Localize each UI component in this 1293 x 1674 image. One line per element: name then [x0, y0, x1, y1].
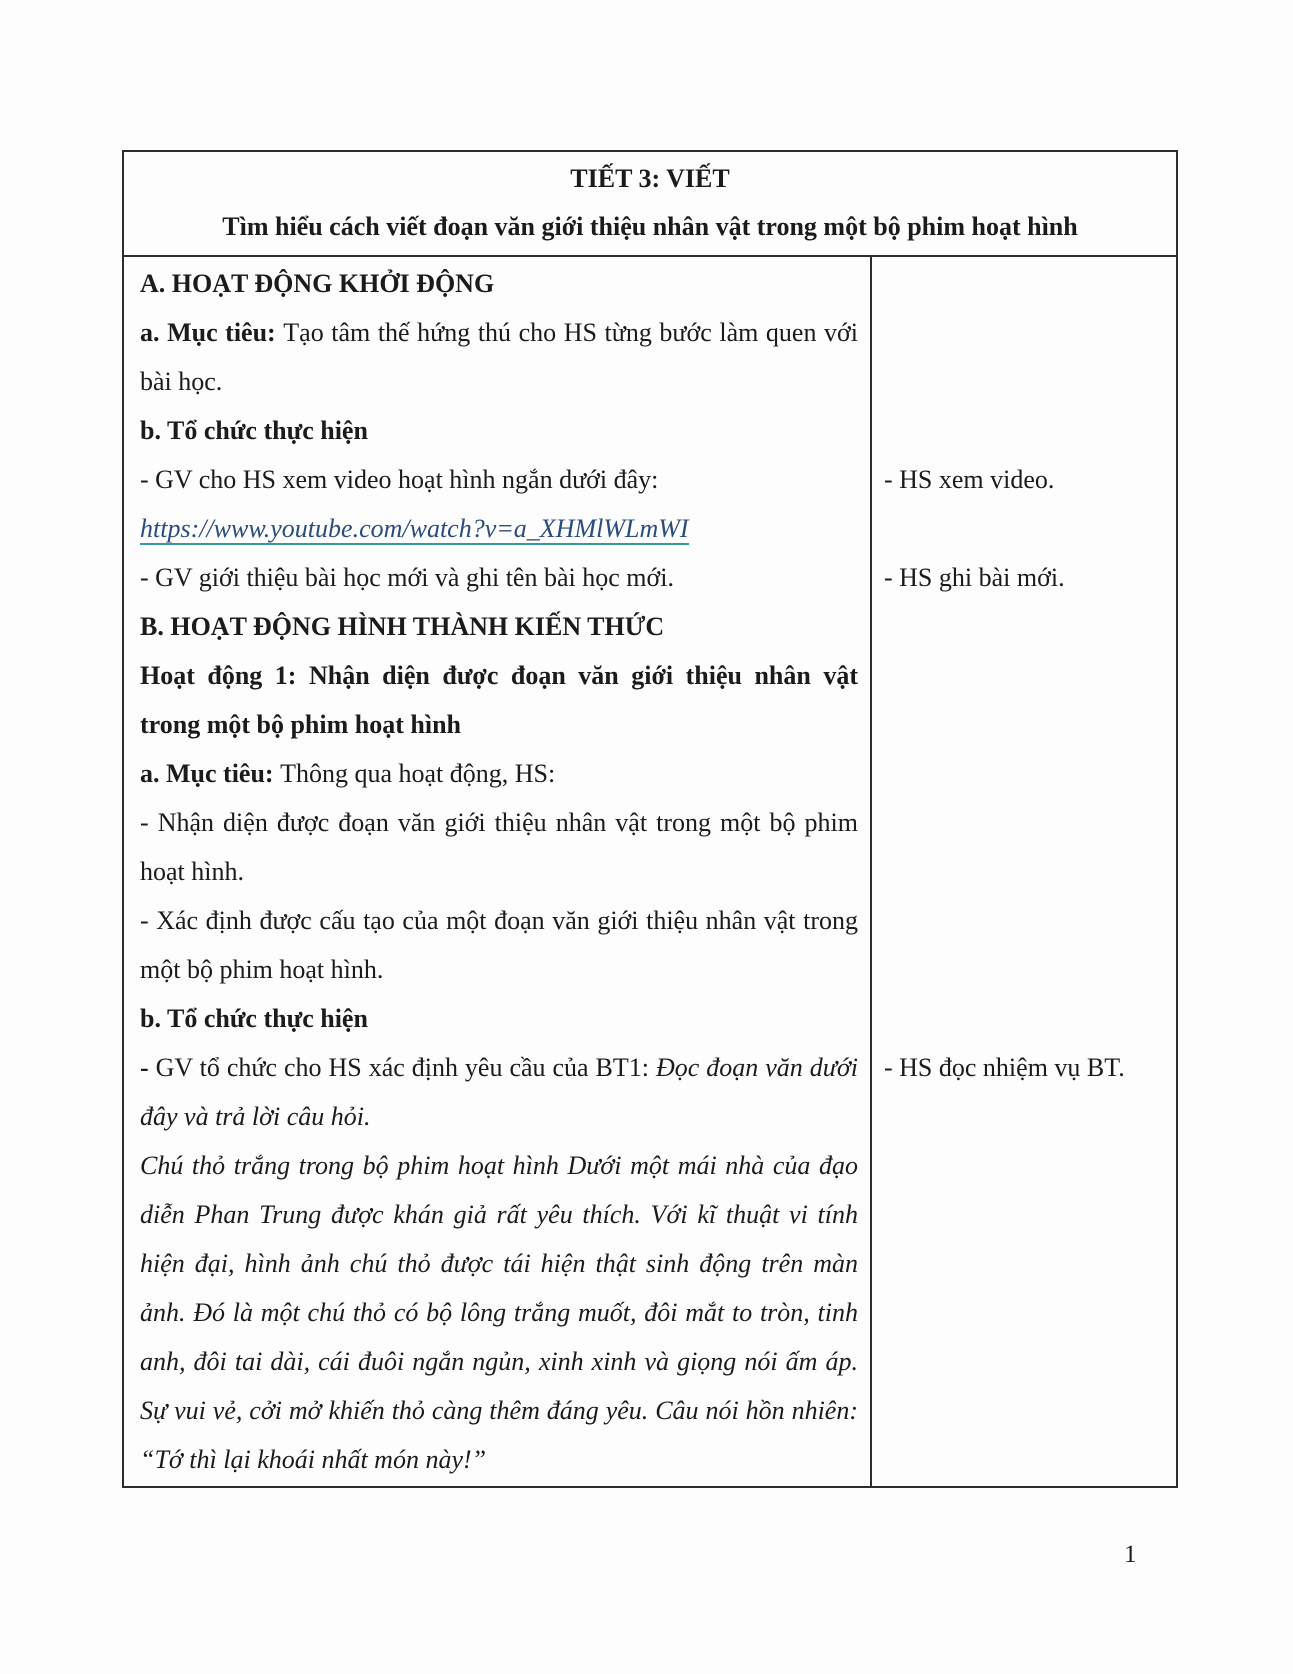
student-note: - HS ghi bài mới. — [884, 563, 1065, 592]
lesson-plan-table — [122, 150, 1178, 1488]
text-run: Thông qua hoạt động, HS: — [280, 759, 556, 788]
paragraph — [140, 994, 858, 1043]
text-run: - Nhận diện được đoạn văn giới thiệu nhân vật trong một bộ phim hoạt hình. — [140, 808, 858, 886]
lesson-title: TIẾT 3: VIẾT — [570, 164, 730, 193]
paragraph — [140, 308, 858, 406]
paragraph — [140, 504, 858, 553]
text-run: - GV giới thiệu bài học mới và ghi tên bài học mới. — [140, 563, 674, 592]
paragraph — [140, 553, 858, 602]
paragraph — [140, 749, 858, 798]
text-run: - GV cho HS xem video hoạt hình ngắn dưới đây: — [140, 465, 659, 494]
text-run: a. Mục tiêu: — [140, 759, 281, 788]
paragraph — [140, 798, 858, 896]
text-run: Tạo tâm thế hứng thú cho HS từng bước làm quen với bài học. — [140, 318, 858, 396]
text-run: Đọc đoạn văn dưới đây và trả lời câu hỏi. — [140, 1053, 858, 1131]
table-body — [124, 257, 1176, 1486]
paragraph — [140, 896, 858, 994]
table-header — [124, 152, 1176, 257]
paragraph — [140, 1141, 858, 1484]
paragraph — [140, 651, 858, 749]
text-run: Chú thỏ trắng trong bộ phim hoạt hình Dưới một mái nhà của đạo diễn Phan Trung được khán giả rất yêu thích. Với kĩ thuật vi tính hiện đại, hình ảnh chú thỏ được tái hiện thật sinh động trên màn ảnh. Đó là một chú thỏ có bộ lông trắng muốt, đôi mắt to tròn, tinh anh, đôi tai dài, cái đuôi ngắn ngủn, xinh xinh và giọng nói ấm áp. Sự vui vẻ, cởi mở khiến thỏ càng thêm đáng yêu. Câu nói hồn nhiên: “Tớ thì lại khoái nhất món này!” — [140, 1151, 858, 1474]
text-run: A. HOẠT ĐỘNG KHỞI ĐỘNG — [140, 269, 495, 298]
paragraph — [140, 406, 858, 455]
paragraph — [140, 259, 858, 308]
student-note: - HS đọc nhiệm vụ BT. — [884, 1053, 1125, 1082]
text-run: - Xác định được cấu tạo của một đoạn văn giới thiệu nhân vật trong một bộ phim hoạt hình. — [140, 906, 858, 984]
text-run: b. Tổ chức thực hiện — [140, 1004, 368, 1033]
text-run: GV tổ chức cho HS xác định yêu cầu của BT1: — [155, 1053, 656, 1082]
text-run: - — [140, 1053, 156, 1082]
paragraph — [140, 602, 858, 651]
student-activities-cell — [872, 257, 1176, 1486]
lesson-subtitle: Tìm hiểu cách viết đoạn văn giới thiệu nhân vật trong một bộ phim hoạt hình — [222, 212, 1078, 241]
text-run: Hoạt động 1: Nhận diện được đoạn văn giới thiệu nhân vật trong một bộ phim hoạt hình — [140, 661, 858, 739]
youtube-link[interactable]: https://www.youtube.com/watch?v=a_XHMlWLmWI — [140, 514, 689, 543]
text-run: B. HOẠT ĐỘNG HÌNH THÀNH KIẾN THỨC — [140, 612, 665, 641]
page-number: 1 — [1124, 1541, 1137, 1568]
student-note: - HS xem video. — [884, 465, 1055, 494]
text-run: a. Mục tiêu: — [140, 318, 284, 347]
teacher-activities-cell — [124, 257, 872, 1486]
text-run: b. Tổ chức thực hiện — [140, 416, 368, 445]
paragraph — [140, 455, 858, 504]
paragraph — [140, 1043, 858, 1141]
